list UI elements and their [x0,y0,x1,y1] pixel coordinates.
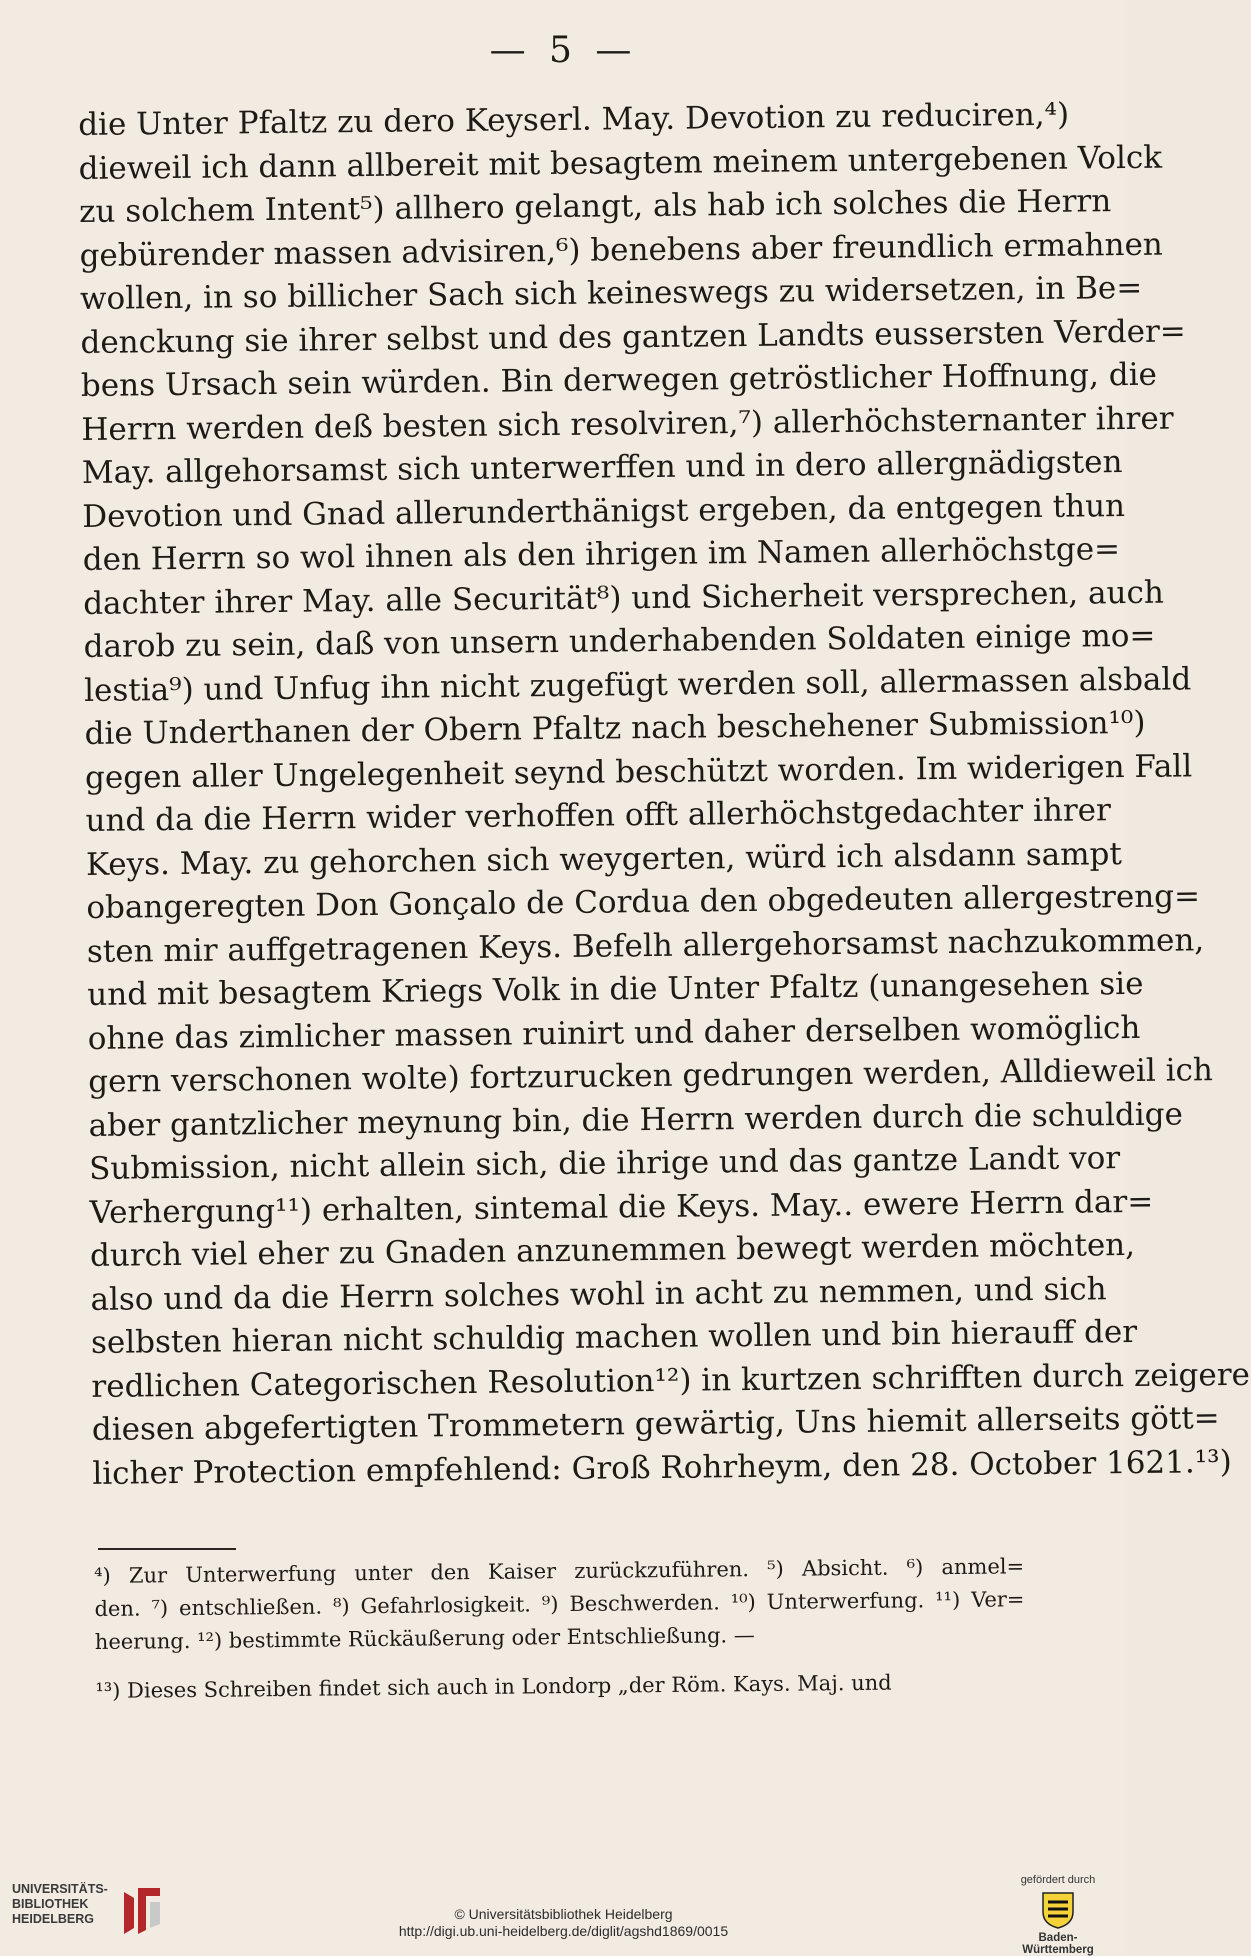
text-line: bens Ursach sein würden. Bin derwegen getröstlicher Hoffnung, die [80,356,1158,404]
text-line: dieweil ich dann allbereit mit besagtem meinem untergebenen Volck [78,139,1163,187]
text-line: Devotion und Gnad allerunderthänigst ergeben, da entgegen thun [82,487,1126,535]
text-line: May. allgehorsamst sich unterwerffen und in dero allergnädigsten [81,444,1123,491]
text-line: aber gantzlicher meynung bin, die Herrn werden durch die schuldige [88,1095,1184,1144]
footnote-line: ⁴) Zur Unterwerfung unter den Kaiser zurückzuführen. ⁵) Absicht. ⁶) anmel= [94,1554,1025,1588]
page-number: — 5 — [489,30,638,71]
text-line: diesen abgefertigten Trommetern gewärtig, Uns hiemit allerseits gött= [91,1400,1220,1448]
text-line: gebürender massen advisiren,⁶) benebens aber freundlich ermahnen [79,226,1163,274]
text-line: wollen, in so billicher Sach sich keineswegs zu widersetzen, in Be= [79,269,1143,317]
library-name: UNIVERSITÄTS- BIBLIOTHEK HEIDELBERG [12,1882,108,1926]
state-crest-icon [1040,1890,1076,1930]
footer [0,1868,1127,1954]
footnotes [94,1550,1025,1708]
text-line: redlichen Categorischen Resolution¹²) in kurtzen schrifften durch zeigere [91,1356,1251,1405]
text-line: und mit besagtem Kriegs Volk in die Unter Pfaltz (unangesehen sie [87,965,1144,1013]
text-line: obangeregten Don Gonçalo de Cordua den obgedeuten allergestreng= [86,878,1201,926]
text-line: denckung sie ihrer selbst und des gantzen Landts eussersten Verder= [80,312,1186,361]
text-line: Herrn werden deß besten sich resolviren,⁷) allerhöchsternanter ihrer [81,400,1174,448]
sponsor-block [1003,1874,1113,1956]
text-line: darob zu sein, daß von unsern underhabenden Soldaten einige mo= [83,617,1156,665]
text-line: den Herrn so wol ihnen als den ihrigen im Namen allerhöchstge= [82,531,1121,578]
text-line: die Underthanen der Obern Pfaltz nach beschehener Submission¹⁰) [84,704,1146,752]
copyright-text: © Universitätsbibliothek Heidelberg [454,1906,673,1922]
text-line: durch viel eher zu Gnaden anzunemmen bewegt werden möchten, [89,1226,1136,1274]
text-line: selbsten hieran nicht schuldig machen wollen und bin hierauff der [90,1313,1138,1361]
text-line: dachter ihrer May. alle Securität⁸) und Sicherheit versprechen, auch [83,574,1165,622]
footnote-line: den. ⁷) entschließen. ⁸) Gefahrlosigkeit. ⁹) Beschwerden. ¹⁰) Unterwerfung. ¹¹) Ver= [94,1587,1025,1621]
footnote-divider [98,1548,236,1550]
footnote-13: ¹³) Dieses Schreiben findet sich auch in Londorp „der Röm. Kays. Maj. und [95,1670,892,1703]
text-line: also und da die Herrn solches wohl in acht zu nemmen, und sich [90,1270,1107,1318]
copyright-block [0,1906,1127,1940]
footnote-line: heerung. ¹²) bestimmte Rückäußerung oder Entschließung. — [94,1623,755,1654]
sponsor-label: gefördert durch [1020,1874,1096,1886]
text-line: und da die Herrn wider verhoffen offt allerhöchstgedachter ihrer [85,792,1112,839]
text-line: Verhergung¹¹) erhalten, sintemal die Keys. May.. ewere Herrn dar= [89,1183,1154,1231]
text-line: licher Protection empfehlend: Groß Rohrheym, den 28. October 1621.¹³) [92,1443,1232,1492]
text-line: lestia⁹) und Unfug ihn nicht zugefügt werden soll, allermassen alsbald [83,660,1192,709]
text-line: Submission, nicht allein sich, die ihrige und das gantze Landt vor [88,1140,1121,1187]
sponsor-name: Baden-Württemberg [1022,1932,1094,1956]
text-line: sten mir auffgetragenen Keys. Befelh allergehorsamst nachzukommen, [86,921,1205,970]
text-line: die Unter Pfaltz zu dero Keyserl. May. Devotion zu reduciren,⁴) [78,96,1070,143]
main-text [78,94,1251,1496]
source-url-link[interactable]: http://digi.ub.uni-heidelberg.de/diglit/agshd1869/0015 [398,1923,729,1939]
text-line: gegen aller Ungelegenheit seynd beschützt worden. Im widerigen Fall [84,747,1193,796]
text-line: ohne das zimlicher massen ruinirt und daher derselben womöglich [87,1009,1141,1057]
text-line: zu solchem Intent⁵) allhero gelangt, als hab ich solches die Herrn [78,183,1112,230]
text-line: gern verschonen wolte) fortzurucken gedrungen werden, Alldieweil ich [88,1052,1214,1100]
text-line: Keys. May. zu gehorchen sich weygerten, würd ich alsdann sampt [85,835,1123,883]
